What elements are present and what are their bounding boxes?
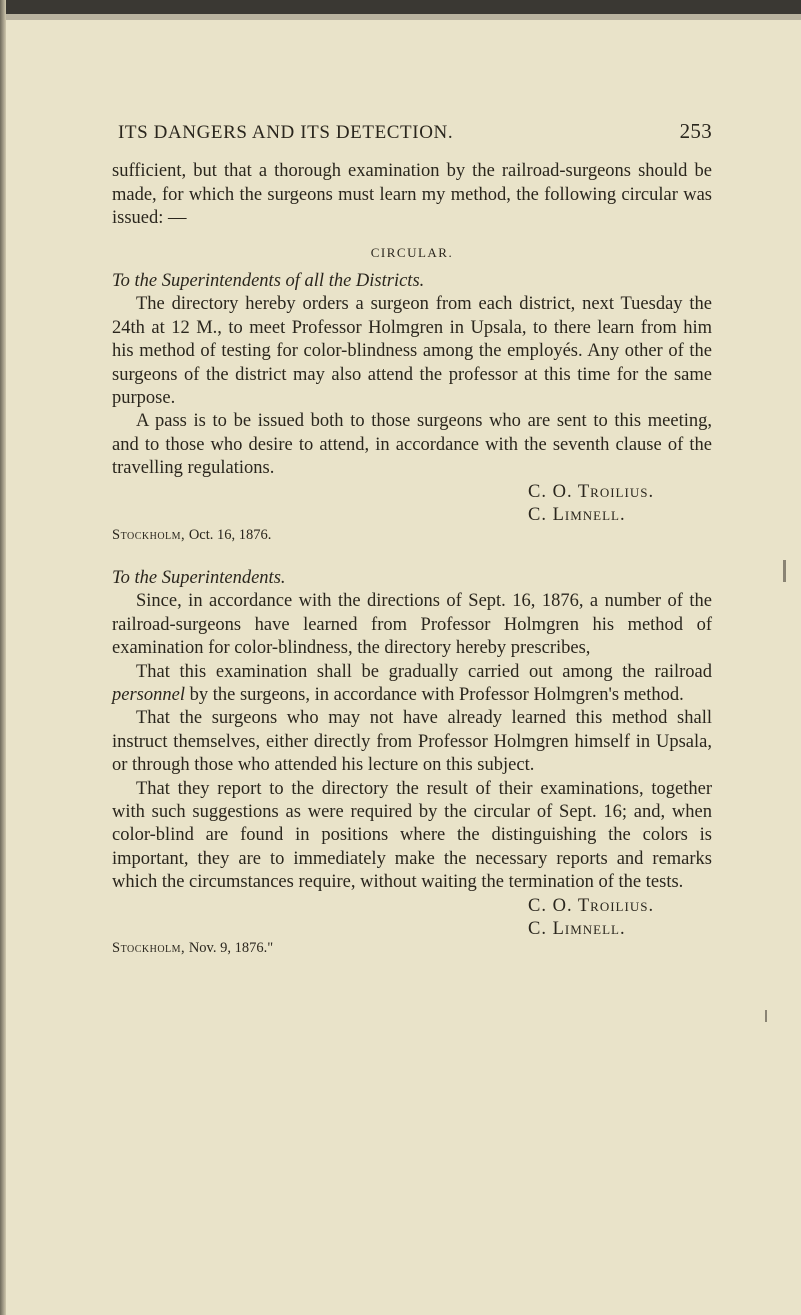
signatory-troilius: C. O. Troilius. [528,481,655,502]
book-page [112,120,712,961]
running-title: ITS DANGERS AND ITS DETECTION. [118,122,454,143]
second-letter-date: Nov. 9, 1876." [188,940,274,957]
second-letter-paragraph-2 [112,661,712,708]
margin-mark [783,560,786,582]
margin-tick [765,1010,767,1022]
signatory-troilius-2: C. O. Troilius. [528,895,655,916]
circular-paragraph-1: The directory hereby orders a surgeon from each district, next Tuesday the 24th at 12 M., to meet Professor Holmgren in Upsala, to there learn from him his method of testing for color-blindness among the employés. Any other of the surgeons of the district may also attend the professor at this time for the same purpose. [112,294,712,409]
second-letter-address: To the Superintendents. [112,567,286,588]
second-letter-paragraph-3: That the surgeons who may not have already learned this method shall instruct themselves, either directly from Professor Holmgren himself in Upsala, or through those who attended his lecture on this subject. [112,708,712,776]
circular-heading: CIRCULAR. [370,244,454,260]
signatory-limnell-2: C. Limnell. [528,919,626,939]
page-top-edge [0,0,801,14]
second-letter-place: Stockholm, [112,940,186,957]
circular-paragraph-2: A pass is to be issued both to those surgeons who are sent to this meeting, and to those who desire to attend, in accordance with the seventh clause of the travelling regulations. [112,411,712,479]
page-top-shadow [0,14,801,20]
second-letter-paragraph-4: That they report to the directory the result of their examinations, together with such suggestions as were required by the circular of Sept. 16; and, when color-blind are found in positions where the distinguishing the colors is important, they are to immediately make the necessary reports and remarks which the circumstances require, without waiting the termination of the tests. [112,778,712,893]
running-header [112,120,712,144]
p2-after: by the surgeons, in accordance with Professor Holmgren's method. [189,684,684,705]
circular-signatories [528,481,712,528]
page-number: 253 [679,119,712,143]
circular-place: Stockholm, [112,526,186,543]
circular-date: Oct. 16, 1876. [188,526,272,543]
second-letter-paragraph-1: Since, in accordance with the directions of Sept. 16, 1876, a number of the railroad-surgeons have learned from Professor Holmgren his method of examination for color-blindness, the directory hereby prescribes, [112,591,712,659]
signatory-limnell: C. Limnell. [528,505,626,526]
intro-paragraph: sufficient, but that a thorough examination by the railroad-surgeons should be made, for which the surgeons must learn my method, the following circular was issued: — [112,161,712,229]
circular-address: To the Superintendents of all the Districts. [112,271,425,292]
second-letter-signatories [528,895,712,942]
p2-italic-personnel: personnel [112,684,185,705]
p2-before: That this examination shall be gradually carried out among the railroad [136,661,712,682]
page-left-edge [0,0,6,1315]
